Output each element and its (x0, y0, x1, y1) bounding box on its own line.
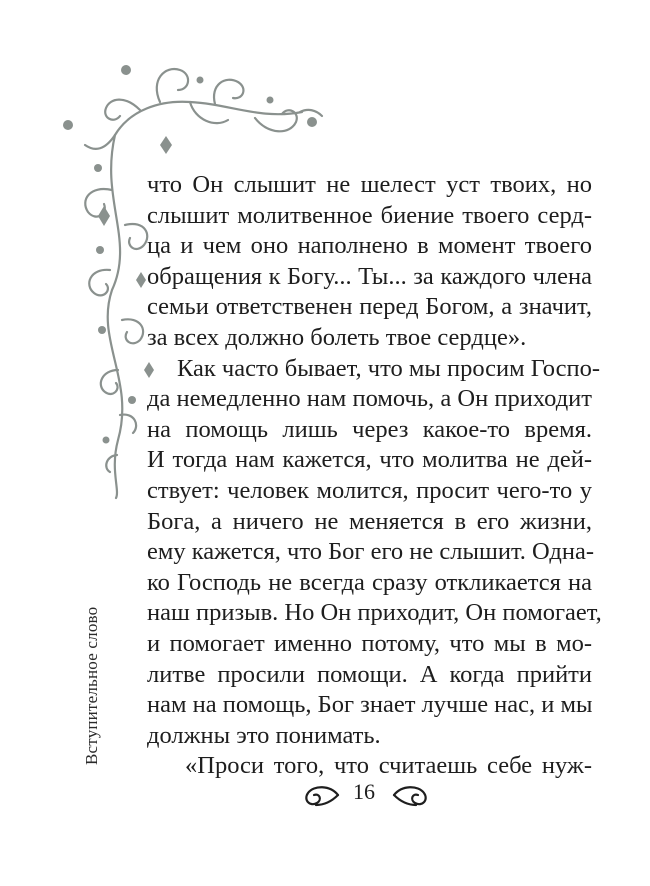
left-swirl-icon (300, 781, 340, 811)
text-line: ко Господь не всегда сразу откликается на (147, 568, 592, 596)
section-label: Вступительное слово (82, 606, 101, 765)
text-line: наш призыв. Но Он приходит, Он помогает, (147, 599, 602, 627)
text-line: семьи ответственен перед Богом, а значит, (147, 293, 592, 321)
text-line: литве просили помощи. А когда прийти (147, 660, 592, 688)
text-line: слышит молитвенное биение твоего серд- (147, 201, 592, 229)
text-line: Бога, а ничего не меняется в его жизни, (147, 507, 592, 535)
text-line: ему кажется, что Бог его не слышит. Одна- (147, 538, 595, 566)
text-line: И тогда нам кажется, что молитва не дей- (147, 446, 592, 474)
text-line: должны это понимать. (147, 721, 381, 749)
text-line: обращения к Богу... Ты... за каждого члена (147, 262, 592, 290)
text-line: на помощь лишь через какое-то время. (147, 415, 592, 443)
text-line: да немедленно нам помочь, а Он приходит (147, 385, 592, 413)
text-line: что Он слышит не шелест уст твоих, но (147, 171, 592, 198)
text-line: ствует: человек молится, просит чего-то у (147, 476, 592, 504)
text-line: Как часто бывает, что мы просим Госпо- (177, 354, 601, 382)
body-text (147, 170, 602, 782)
text-line: и помогает именно потому, что мы в мо- (147, 629, 592, 657)
text-line: «Проси того, что считаешь себе нуж- (185, 752, 592, 780)
page-number: 16 (353, 779, 375, 804)
page-footer (0, 775, 650, 815)
text-line: за всех должно болеть твое сердце». (147, 323, 527, 351)
text-line: ца и чем оно наполнено в момент твоего (147, 232, 592, 260)
text-line: нам на помощь, Бог знает лучше нас, и мы (147, 691, 593, 719)
right-swirl-icon (392, 781, 432, 811)
